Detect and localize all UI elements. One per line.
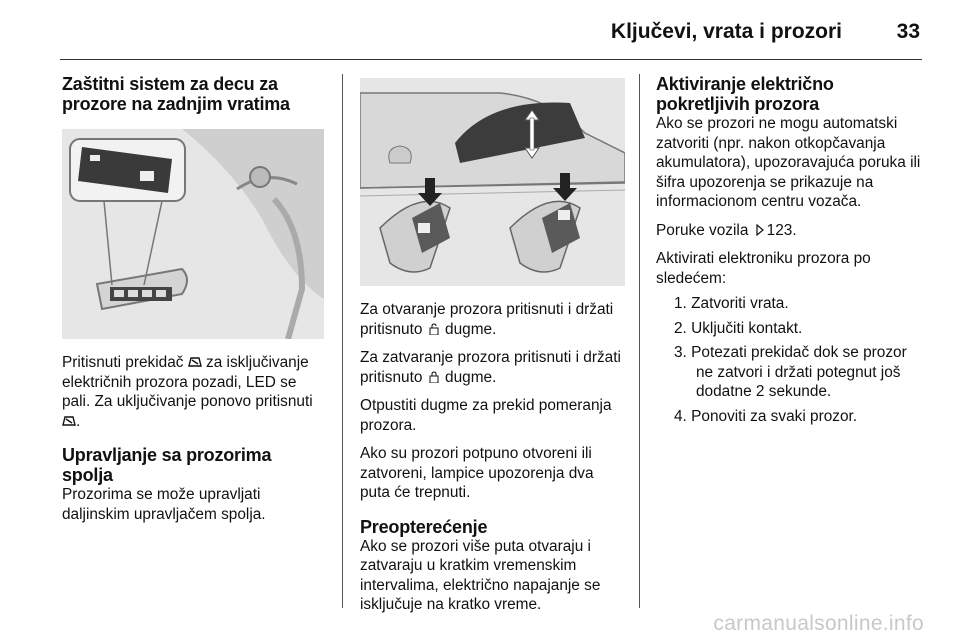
column-middle bbox=[360, 78, 625, 615]
paragraph: Ako se prozori više puta otvaraju i zatvaraju u kratkim vremenskim intervalima, električno napajanje se isključuje na kratko vreme. bbox=[360, 537, 601, 613]
lock-icon bbox=[427, 371, 441, 383]
paragraph: Prozorima se može upravljati daljinskim upravljačem spolja. bbox=[62, 486, 266, 523]
paragraph: Ako su prozori potpuno otvoreni ili zatvoreni, lampice upozorenja dva puta će trepnuti. bbox=[360, 445, 594, 501]
section-heading: Preopterećenje bbox=[360, 516, 488, 537]
child-lock-icon bbox=[62, 415, 76, 427]
page-header bbox=[60, 18, 922, 60]
door-switch-illustration bbox=[62, 129, 324, 339]
paragraph: Za zatvaranje prozora pritisnuti i držati pritisnuto dugme. bbox=[360, 349, 621, 386]
column-right bbox=[656, 74, 924, 431]
paragraph: Otpustiti dugme za prekid pomeranja prozora. bbox=[360, 397, 612, 434]
column-left bbox=[62, 74, 326, 524]
paragraph: Ako se prozori ne mogu automatski zatvoriti (npr. nakon otkopčavanja akumulatora), upozoravajuća poruka ili šifra upozorenja se prikazuje na informacionom centru vozača. bbox=[656, 115, 921, 210]
column-divider bbox=[639, 74, 640, 608]
page-title: Ključevi, vrata i prozori bbox=[610, 20, 842, 43]
unlock-icon bbox=[427, 323, 441, 335]
list-item: 1. Zatvoriti vrata. bbox=[674, 295, 789, 312]
steps-list bbox=[656, 294, 924, 426]
list-item: 4. Ponoviti za svaki prozor. bbox=[674, 407, 858, 425]
child-lock-icon bbox=[188, 356, 202, 368]
watermark: carmanualsonline.info bbox=[713, 612, 924, 635]
paragraph: Pritisnuti prekidač za isključivanje električnih prozora pozadi, LED se pali. Za uključivanje ponovo pritisnuti . bbox=[62, 354, 313, 430]
paragraph: Poruke vozila 123. bbox=[656, 221, 797, 239]
section-heading: Upravljanje sa prozorima spolja bbox=[62, 445, 272, 485]
section-heading: Zaštitni sistem za decu za prozore na zadnjim vratima bbox=[62, 74, 290, 114]
page-number: 33 bbox=[896, 20, 920, 43]
column-divider bbox=[342, 74, 343, 608]
list-item: 2. Uključiti kontakt. bbox=[674, 319, 803, 337]
paragraph: Aktivirati elektroniku prozora po sledećem: bbox=[656, 250, 871, 287]
remote-key-illustration bbox=[360, 78, 625, 286]
list-item: 3. Potezati prekidač dok se prozor ne zatvori i držati potegnut još dodatne 2 sekunde. bbox=[674, 344, 907, 400]
paragraph: Za otvaranje prozora pritisnuti i držati pritisnuto dugme. bbox=[360, 301, 614, 338]
section-heading: Aktiviranje električno pokretljivih prozora bbox=[656, 74, 834, 114]
page-reference-icon bbox=[753, 224, 767, 236]
